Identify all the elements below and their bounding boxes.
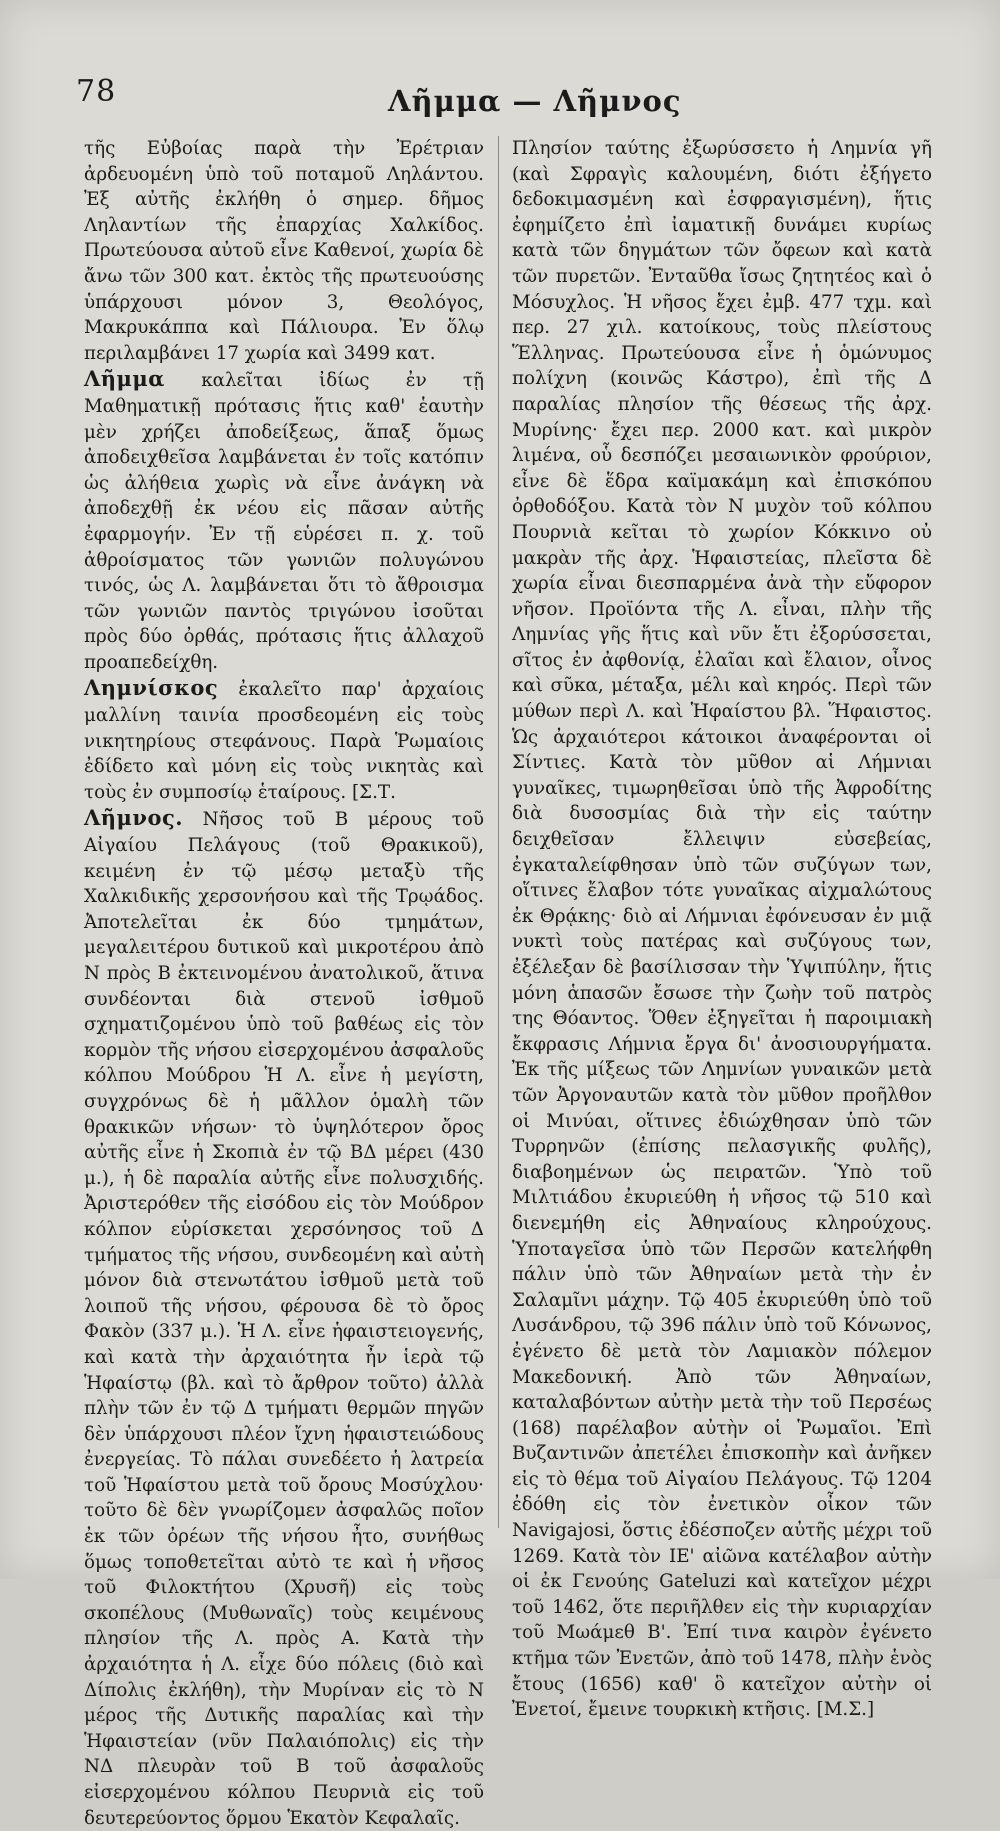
entry-body: ἐκαλεῖτο παρ' ἀρχαίοις μαλλίνη ταινία προσδεομένη εἰς τοὺς νικητηρίους στεφάνους. Παρὰ Ῥωμαίοις ἐδίδετο καὶ μόνη εἰς τοὺς νικητὰς καὶ τοὺς ἐν συμποσίῳ ἑταίρους. [Σ.Τ. [84, 679, 484, 803]
entry-headword: Λημνίσκος [84, 675, 219, 701]
right-column [512, 136, 932, 1723]
entry-lemma [84, 366, 484, 675]
entry-headword: Λῆμμα [84, 366, 165, 392]
left-column [84, 136, 484, 1831]
page-number: 78 [76, 74, 117, 109]
running-head: Λῆμμα — Λῆμνος [388, 84, 682, 118]
entry-headword: Λῆμνος. [84, 805, 184, 831]
entry-lemniskos [84, 675, 484, 805]
entry-body: Νῆσος τοῦ Β μέρους τοῦ Αἰγαίου Πελάγους (τοῦ Θρακικοῦ), κειμένη ἐν τῷ μέσῳ μεταξὺ τῆς Χαλκιδικῆς χερσονήσου καὶ τῆς Τρῳάδος. Ἀποτελεῖται ἐκ δύο τμημάτων, μεγαλειτέρου δυτικοῦ καὶ μικροτέρου ἀπὸ Ν πρὸς Β ἐκτεινομένου ἀνατολικοῦ, ἅτινα συνδέονται διὰ στενοῦ ἰσθμοῦ σχηματιζομένου ὑπὸ τοῦ βαθέως εἰς τὸν κορμὸν τῆς νήσου εἰσερχομένου ἀσφαλοῦς κόλπου Μούδρου Ἡ Λ. εἶνε ἡ μεγίστη, συγχρόνως δὲ ἡ μᾶλλον ὁμαλὴ τῶν θρακικῶν νήσων· τὸ ὑψηλότερον ὄρος αὐτῆς εἶνε ἡ Σκοπιὰ ἐν τῷ ΒΔ μέρει (430 μ.), ἡ δὲ παραλία αὐτῆς εἶνε πολυσχιδής. Ἀριστερόθεν τῆς εἰσόδου εἰς τὸν Μούδρον κόλπον εὑρίσκεται χερσόνησος τοῦ Δ τμήματος τῆς νήσου, συνδεομένη καὶ αὐτὴ μόνον διὰ στενωτάτου ἰσθμοῦ μετὰ τοῦ λοιποῦ τῆς νήσου, φέρουσα δὲ τὸ ὄρος Φακὸν (337 μ.). Ἡ Λ. εἶνε ἡφαιστειογενής, καὶ κατὰ τὴν ἀρχαιότητα ἦν ἱερὰ τῷ Ἡφαίστῳ (βλ. καὶ τὸ ἄρθρον τοῦτο) ἀλλὰ πλὴν τῶν ἐν τῷ Δ τμήματι θερμῶν πηγῶν δὲν ὑπάρχουσι πλέον ἴχνη ἡφαιστειώδους ἐνεργείας. Τὸ πάλαι συνεδέετο ἡ λατρεία τοῦ Ἡφαίστου μετὰ τοῦ ὄρους Μοσύχλου· τοῦτο δὲ δὲν γνωρίζομεν ἀσφαλῶς ποῖον ἐκ τῶν ὀρέων τῆς νήσου ἦτο, συνήθως ὅμως τοποθετεῖται αὐτὸ τε καὶ ἡ νῆσος τοῦ Φιλοκτήτου (Χρυσῆ) εἰς τοὺς σκοπέλους (Μυθωναῖς) τοὺς κειμένους πλησίον τῆς Λ. πρὸς Α. Κατὰ τὴν ἀρχαιότητα ἡ Λ. εἶχε δύο πόλεις (διὸ καὶ Δίπολις ἐκλήθη), τὴν Μυρίναν εἰς τὸ Ν μέρος τῆς Δυτικῆς παραλίας καὶ τὴν Ἡφαιστείαν (νῦν Παλαιόπολις) εἰς τὴν ΝΔ πλευρὰν τοῦ Β τοῦ ἀσφαλοῦς εἰσερχομένου κόλπου Πευρνιὰ εἰς τοῦ δευτερεύοντος ὅρμου Ἑκατὸν Κεφαλαῖς. [84, 809, 484, 1829]
entry-lemnos [84, 805, 484, 1831]
column-divider [498, 136, 499, 1528]
entry-continuation: τῆς Εὐβοίας παρὰ τὴν Ἐρέτριαν ἀρδευομένη ὑπὸ τοῦ ποταμοῦ Ληλάντου. Ἐξ αὐτῆς ἐκλήθη ὁ σημερ. δῆμος Ληλαντίων τῆς ἐπαρχίας Χαλκίδος. Πρωτεύουσα αὐτοῦ εἶνε Καθενοί, χωρία δὲ ἄνω τῶν 300 κατ. ἐκτὸς τῆς πρωτευούσης ὑπάρχουσι μόνον 3, Θεολόγος, Μακρυκάππα καὶ Πάλιουρα. Ἐν ὅλῳ περιλαμβάνει 17 χωρία καὶ 3499 κατ. [84, 138, 484, 364]
entry-lemnos-continued: Πλησίον ταύτης ἐξωρύσσετο ἡ Λημνία γῆ (καὶ Σφραγὶς καλουμένη, διότι ἐξήγετο δεδοκιμασμένη καὶ ἐσφραγισμένη), ἥτις ἐφημίζετο ἐπὶ ἰαματικῇ δυνάμει κυρίως κατὰ τῶν δηγμάτων τῶν ὄφεων καὶ κατὰ τῶν πυρετῶν. Ἐνταῦθα ἴσως ζητητέος καὶ ὁ Μόσυχλος. Ἡ νῆσος ἔχει ἐμβ. 477 τχμ. καὶ περ. 27 χιλ. κατοίκους, τοὺς πλείστους Ἕλληνας. Πρωτεύουσα εἶνε ἡ ὁμώνυμος πολίχνη (κοινῶς Κάστρο), ἐπὶ τῆς Δ παραλίας πλησίον τῆς θέσεως τῆς ἀρχ. Μυρίνης· ἔχει περ. 2000 κατ. καὶ μικρὸν λιμένα, οὗ δεσπόζει μεσαιωνικὸν φρούριον, εἶνε δὲ ἕδρα καϊμακάμη καὶ ἐπισκόπου ὀρθοδόξου. Κατὰ τὸν Ν μυχὸν τοῦ κόλπου Πουρνιὰ κεῖται τὸ χωρίον Κόκκινο οὐ μακρὰν τῆς ἀρχ. Ἡφαιστείας, πλεῖστα δὲ χωρία εἶναι διεσπαρμένα ἀνὰ τὴν εὔφορον νῆσον. Προϊόντα τῆς Λ. εἶναι, πλὴν τῆς Λημνίας γῆς ἥτις καὶ νῦν ἔτι ἐξορύσσεται, σῖτος ἐν ἀφθονίᾳ, ἐλαῖαι καὶ ἔλαιον, οἶνος καὶ σῦκα, μέταξα, μέλι καὶ κηρός. Περὶ τῶν μύθων περὶ Λ. καὶ Ἡφαίστου βλ. Ἥφαιστος. Ὡς ἀρχαιότεροι κάτοικοι ἀναφέρονται οἱ Σίντιες. Κατὰ τὸν μῦθον αἱ Λήμνιαι γυναῖκες, τιμωρηθεῖσαι ὑπὸ τῆς Ἀφροδίτης διὰ δυσοσμίας διὰ τὴν εἰς ταύτην δειχθεῖσαν ἔλλειψιν εὐσεβείας, ἐγκαταλείφθησαν ὑπὸ τῶν συζύγων των, οἵτινες ἔλαβον τότε γυναῖκας αἰχμαλώτους ἐκ Θρᾴκης· διὸ αἱ Λήμνιαι ἐφόνευσαν ἐν μιᾷ νυκτὶ τοὺς πατέρας καὶ συζύγους των, ἐξέλεξαν δὲ βασίλισσαν τὴν Ὑψιπύλην, ἥτις μόνη ἁπασῶν ἔσωσε τὴν ζωὴν τοῦ πατρὸς της Θόαντος. Ὅθεν ἐξηγεῖται ἡ παροιμιακὴ ἔκφρασις Λήμνια ἔργα δι' ἀνοσιουργήματα. Ἐκ τῆς μίξεως τῶν Λημνίων γυναικῶν μετὰ τῶν Ἀργοναυτῶν κατὰ τὸν μῦθον προῆλθον οἱ Μινύαι, οἵτινες ἐδιώχθησαν ὑπὸ τῶν Τυρρηνῶν (ἐπίσης πελασγικῆς φυλῆς), διαβοημένων ὡς πειρατῶν. Ὑπὸ τοῦ Μιλτιάδου ἐκυριεύθη ἡ νῆσος τῷ 510 καὶ διενεμήθη εἰς Ἀθηναίους κληρούχους. Ὑποταγεῖσα ὑπὸ τῶν Περσῶν κατελήφθη πάλιν ὑπὸ τῶν Ἀθηναίων μετὰ τὴν ἐν Σαλαμῖνι μάχην. Τῷ 405 ἐκυριεύθη ὑπὸ τοῦ Λυσάνδρου, τῷ 396 πάλιν ὑπὸ τοῦ Κόνωνος, ἐγένετο δὲ μετὰ τὸν Λαμιακὸν πόλεμον Μακεδονική. Ἀπὸ τῶν Ἀθηναίων, καταλαβόντων αὐτὴν μετὰ τὴν τοῦ Περσέως (168) παρέλαβον αὐτὴν οἱ Ῥωμαῖοι. Ἐπὶ Βυζαντινῶν ἀπετέλει ἐπισκοπὴν καὶ ἀνῆκεν εἰς τὸ θέμα τοῦ Αἰγαίου Πελάγους. Τῷ 1204 ἐδόθη εἰς τὸν ἐνετικὸν οἶκον τῶν Navigajosi, ὅστις ἐδέσποζεν αὐτῆς μέχρι τοῦ 1269. Κατὰ τὸν ΙΕ' αἰῶνα κατέλαβον αὐτὴν οἱ ἐκ Γενούης Gateluzi καὶ κατεῖχον μέχρι τοῦ 1462, ὅτε περιῆλθεν εἰς τὴν κυριαρχίαν τοῦ Μωάμεθ Β'. Ἐπί τινα καιρὸν ἐγένετο κτῆμα τῶν Ἐνετῶν, ἀπὸ τοῦ 1478, πλὴν ἑνὸς ἔτους (1656) καθ' ὃ κατεῖχον αὐτὴν οἱ Ἐνετοί, ἔμεινε τουρκικὴ κτῆσις. [Μ.Σ.] [512, 138, 932, 1721]
entry-body: καλεῖται ἰδίως ἐν τῇ Μαθηματικῇ πρότασις ἥτις καθ' ἑαυτὴν μὲν χρήζει ἀποδείξεως, ἅπαξ ὅμως ἀποδειχθεῖσα λαμβάνεται ἐν τοῖς κατόπιν ὡς ἀλήθεια χωρὶς νὰ εἶνε ἀνάγκη νὰ ἀποδεχθῇ ἐκ νέου εἰς πᾶσαν αὐτῆς ἐφαρμογήν. Ἐν τῇ εὑρέσει π. χ. τοῦ ἀθροίσματος τῶν γωνιῶν πολυγώνου τινός, ὡς Λ. λαμβάνεται ὅτι τὸ ἄθροισμα τῶν γωνιῶν παντὸς τριγώνου ἰσοῦται πρὸς δύο ὀρθάς, πρότασις ἥτις ἀλλαχοῦ προαπεδείχθη. [84, 370, 484, 673]
